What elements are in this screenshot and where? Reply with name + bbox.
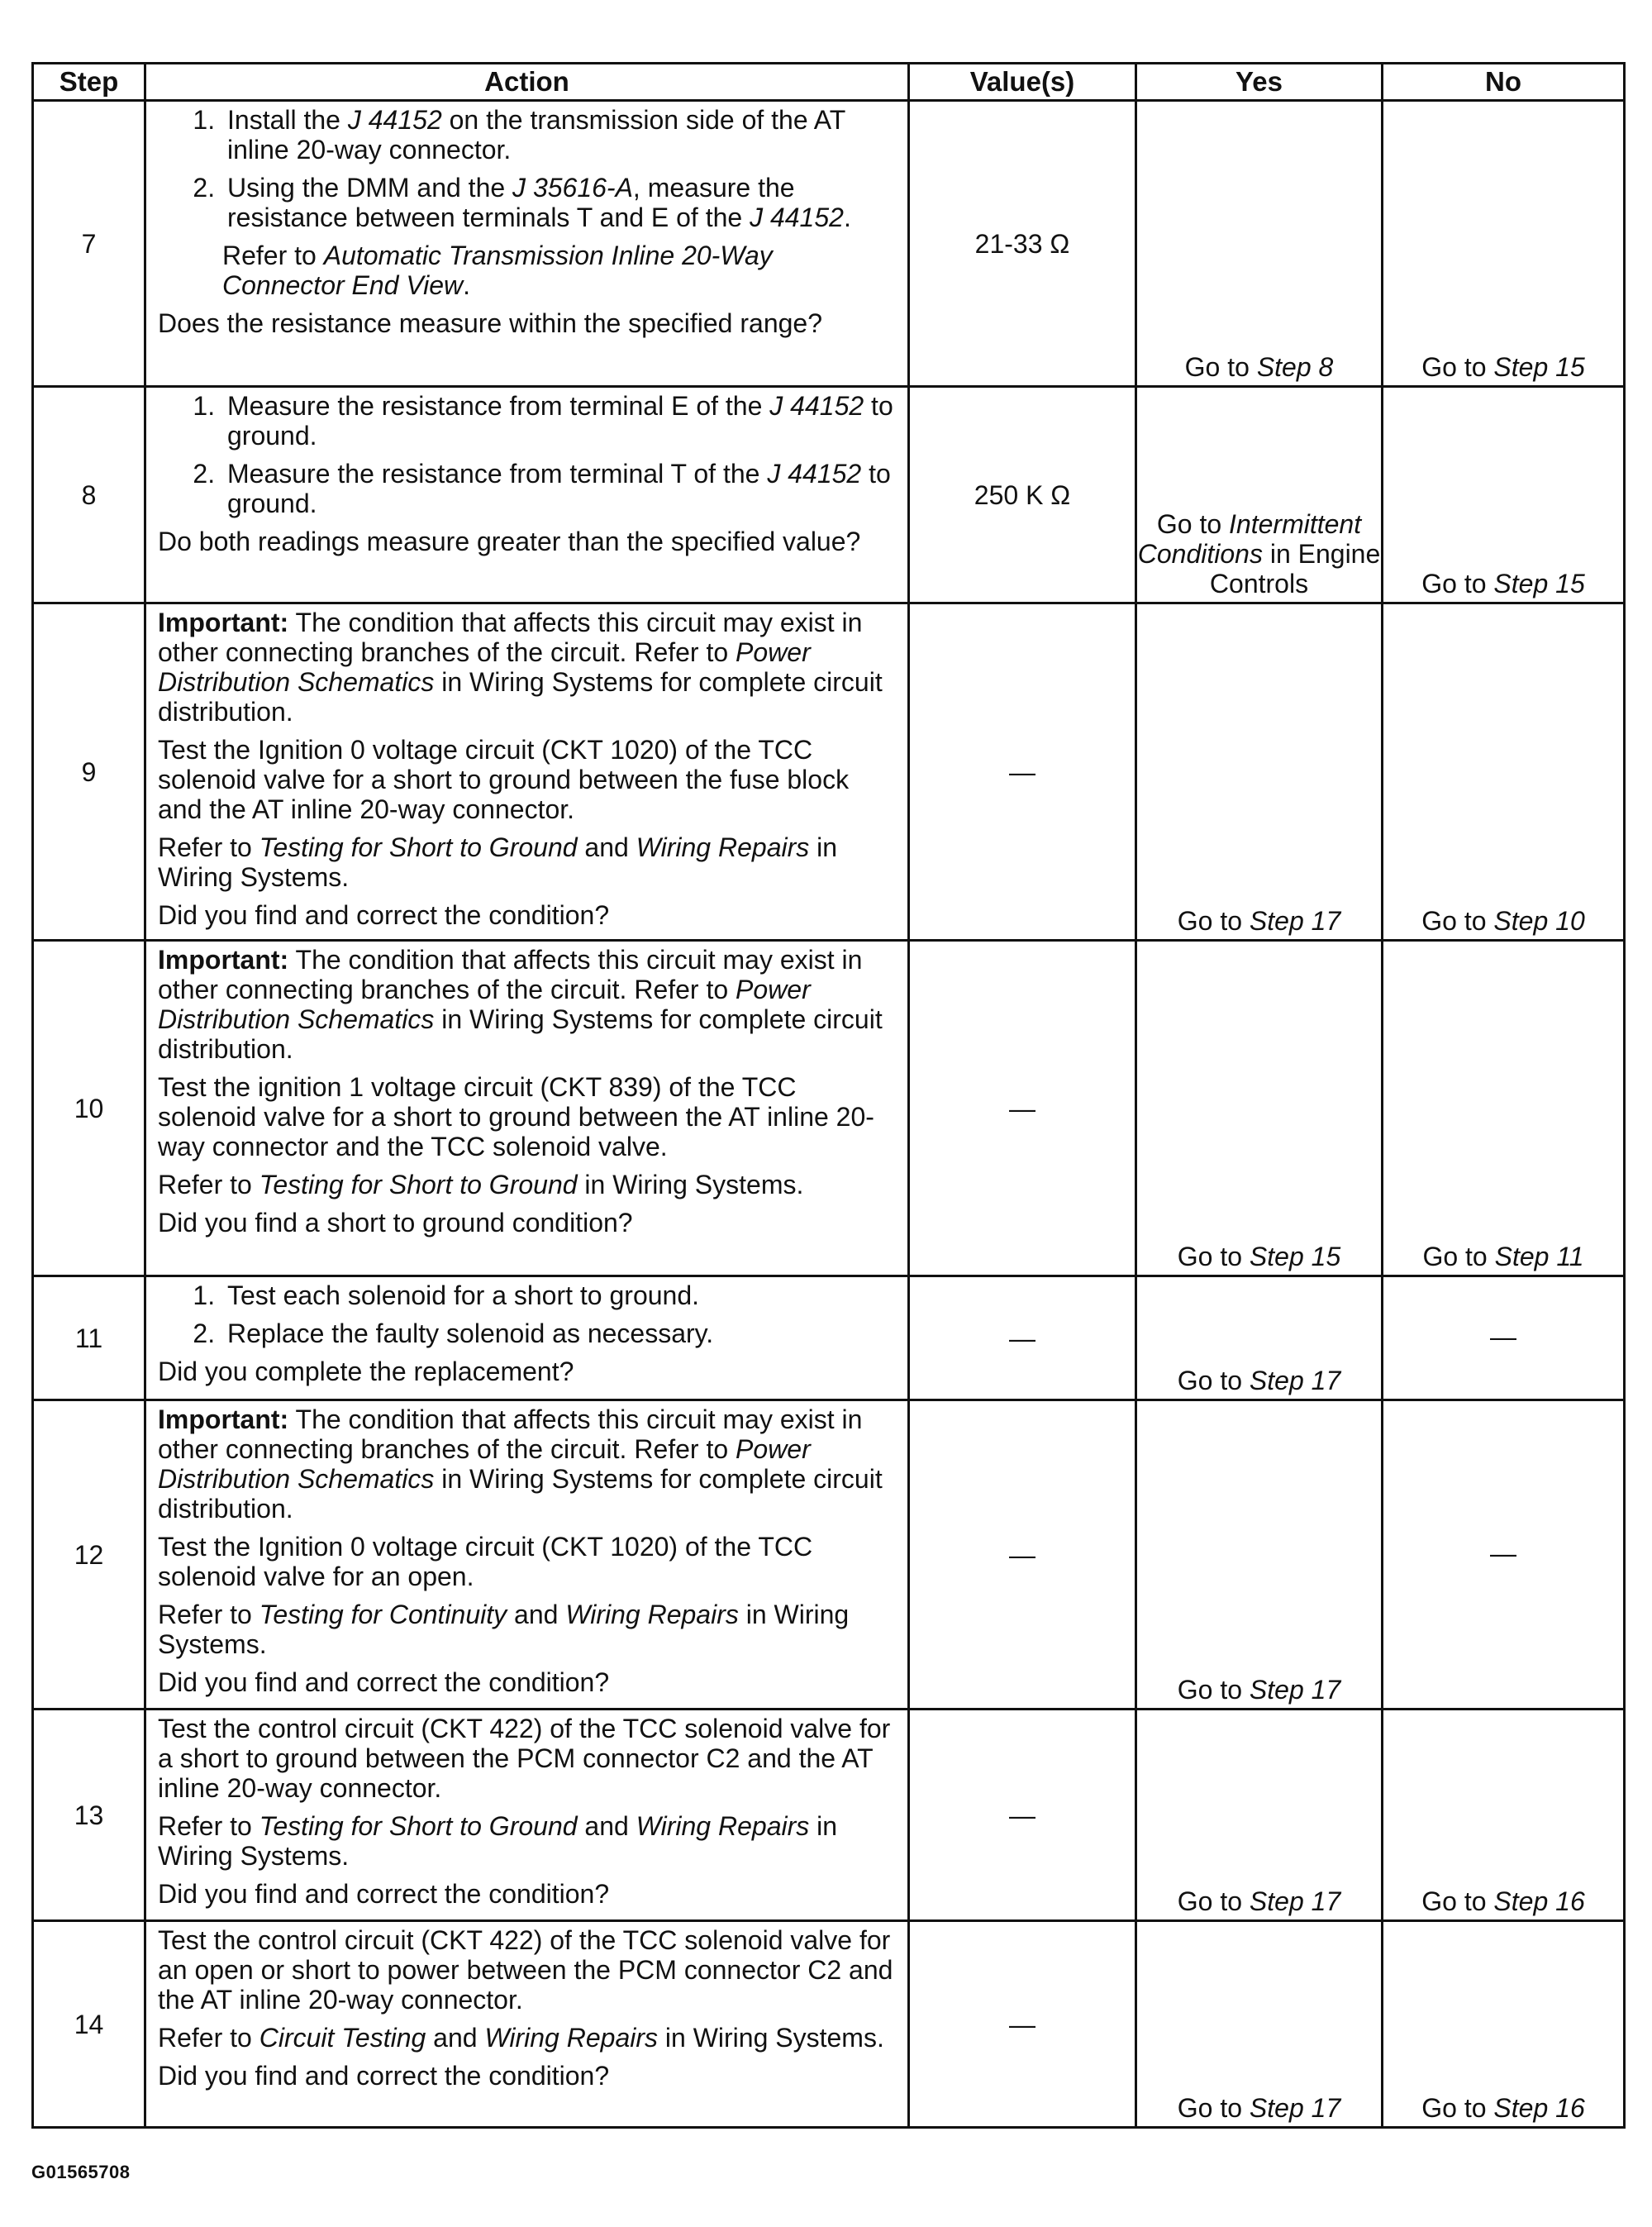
italic-reference: Step 15 bbox=[1249, 1242, 1341, 1271]
italic-reference: Step 16 bbox=[1493, 1886, 1585, 1916]
no-cell bbox=[1383, 603, 1625, 941]
text-segment: Go to bbox=[1184, 352, 1257, 382]
step-number: 10 bbox=[33, 941, 145, 1276]
action-question: Did you find a short to ground condition? bbox=[158, 1208, 633, 1237]
reference-note bbox=[158, 2023, 896, 2053]
action-instruction bbox=[158, 735, 896, 824]
italic-reference: Power Distribution Schematics bbox=[158, 975, 811, 1034]
italic-reference: Step 10 bbox=[1493, 906, 1585, 936]
action-instruction bbox=[158, 1072, 896, 1161]
text-segment: Install the bbox=[227, 105, 348, 135]
italic-reference: Power Distribution Schematics bbox=[158, 637, 811, 697]
action-step bbox=[222, 391, 896, 451]
action-cell bbox=[145, 941, 909, 1276]
italic-reference: Step 17 bbox=[1249, 2093, 1341, 2123]
text-segment: to ground. bbox=[227, 459, 891, 518]
diagnostic-table bbox=[31, 62, 1626, 2129]
step-number: 12 bbox=[33, 1400, 145, 1710]
action-cell bbox=[145, 1400, 909, 1710]
text-segment: — bbox=[1490, 1538, 1516, 1568]
value-cell: — bbox=[909, 1710, 1136, 1921]
text-segment: Test the Ignition 0 voltage circuit (CKT 1020) of the TCC solenoid valve for a short to ground between the fuse block and the AT inline 20-way connector. bbox=[158, 735, 850, 824]
no-cell bbox=[1383, 1400, 1625, 1710]
italic-reference: Step 16 bbox=[1493, 2093, 1585, 2123]
table-row bbox=[33, 941, 1625, 1276]
table-row bbox=[33, 101, 1625, 387]
action-cell bbox=[145, 1710, 909, 1921]
no-cell bbox=[1383, 941, 1625, 1276]
action-question: Did you find and correct the condition? bbox=[158, 1879, 610, 1909]
action-instruction bbox=[158, 1532, 896, 1591]
action-question: Did you find and correct the condition? bbox=[158, 900, 610, 930]
text-segment: and bbox=[577, 832, 636, 862]
yes-cell bbox=[1136, 1276, 1383, 1400]
text-segment: . bbox=[843, 203, 851, 232]
text-segment: Test the ignition 1 voltage circuit (CKT 839) of the TCC solenoid valve for a short to ground between the AT inline 20-way connector and the TCC solenoid valve. bbox=[158, 1072, 874, 1161]
text-segment: and bbox=[577, 1811, 636, 1841]
italic-reference: J 44152 bbox=[347, 105, 442, 135]
action-question: Does the resistance measure within the specified range? bbox=[158, 308, 822, 338]
italic-reference: J 35616-A bbox=[512, 173, 633, 203]
italic-reference: Testing for Short to Ground bbox=[259, 832, 578, 862]
text-segment: in Wiring Systems. bbox=[158, 832, 838, 892]
important-label: Important: bbox=[158, 945, 289, 975]
value-cell: 250 K Ω bbox=[909, 387, 1136, 603]
text-segment: in Engine Controls bbox=[1209, 539, 1381, 598]
text-segment: Go to bbox=[1177, 2093, 1250, 2123]
step-number: 13 bbox=[33, 1710, 145, 1921]
step-number: 8 bbox=[33, 387, 145, 603]
header-values: Value(s) bbox=[909, 64, 1136, 101]
italic-reference: Power Distribution Schematics bbox=[158, 1434, 811, 1494]
text-segment: Test the control circuit (CKT 422) of the TCC solenoid valve for a short to ground between the PCM connector C2 and the AT inline 20-way connector. bbox=[158, 1714, 891, 1803]
value-cell: — bbox=[909, 1400, 1136, 1710]
text-segment: Go to bbox=[1177, 1886, 1250, 1916]
text-segment: and bbox=[507, 1600, 566, 1629]
no-cell bbox=[1383, 101, 1625, 387]
reference-note bbox=[158, 832, 896, 892]
table-row bbox=[33, 1276, 1625, 1400]
italic-reference: Intermittent Conditions bbox=[1137, 509, 1362, 569]
yes-cell bbox=[1136, 1400, 1383, 1710]
text-segment: Refer to bbox=[158, 1600, 259, 1629]
action-steps-list bbox=[158, 105, 896, 232]
no-cell bbox=[1383, 1710, 1625, 1921]
text-segment: Replace the faulty solenoid as necessary. bbox=[227, 1319, 714, 1348]
header-yes: Yes bbox=[1136, 64, 1383, 101]
text-segment: to ground. bbox=[227, 391, 893, 451]
action-cell bbox=[145, 101, 909, 387]
yes-cell bbox=[1136, 387, 1383, 603]
italic-reference: Wiring Repairs bbox=[484, 2023, 658, 2053]
text-segment: Refer to bbox=[158, 1811, 259, 1841]
step-number: 9 bbox=[33, 603, 145, 941]
diagnostic-table-sheet bbox=[31, 62, 1623, 2129]
italic-reference: J 44152 bbox=[767, 459, 862, 489]
table-row bbox=[33, 1400, 1625, 1710]
important-note bbox=[158, 945, 896, 1064]
action-question: Did you find and correct the condition? bbox=[158, 2061, 610, 2091]
italic-reference: Step 17 bbox=[1249, 1675, 1341, 1705]
important-label: Important: bbox=[158, 1404, 289, 1434]
step-number: 7 bbox=[33, 101, 145, 387]
text-segment: in Wiring Systems for complete circuit distribution. bbox=[158, 1464, 883, 1524]
text-segment: in Wiring Systems. bbox=[158, 1600, 850, 1659]
text-segment: Refer to bbox=[158, 1170, 259, 1199]
value-cell: — bbox=[909, 603, 1136, 941]
text-segment: The condition that affects this circuit may exist in other connecting branches of the circuit. Refer to bbox=[158, 945, 863, 1004]
italic-reference: Wiring Repairs bbox=[636, 832, 810, 862]
action-cell bbox=[145, 1921, 909, 2128]
yes-cell bbox=[1136, 101, 1383, 387]
important-note bbox=[158, 1404, 896, 1524]
value-cell: — bbox=[909, 1921, 1136, 2128]
italic-reference: Step 15 bbox=[1493, 352, 1585, 382]
text-segment: Go to bbox=[1177, 1366, 1250, 1395]
action-step bbox=[222, 1280, 896, 1310]
text-segment: Refer to bbox=[158, 832, 259, 862]
text-segment: Go to bbox=[1421, 1886, 1494, 1916]
no-cell bbox=[1383, 1921, 1625, 2128]
italic-reference: Step 15 bbox=[1493, 569, 1585, 598]
no-cell bbox=[1383, 387, 1625, 603]
text-segment: Go to bbox=[1177, 1242, 1250, 1271]
header-no: No bbox=[1383, 64, 1625, 101]
text-segment: . bbox=[463, 270, 471, 300]
text-segment: Go to bbox=[1421, 352, 1494, 382]
text-segment: Test the Ignition 0 voltage circuit (CKT 1020) of the TCC solenoid valve for an open. bbox=[158, 1532, 813, 1591]
important-note bbox=[158, 608, 896, 727]
table-row bbox=[33, 387, 1625, 603]
italic-reference: Step 8 bbox=[1256, 352, 1334, 382]
action-steps-list bbox=[158, 1280, 896, 1348]
action-steps-list bbox=[158, 391, 896, 518]
action-cell bbox=[145, 603, 909, 941]
text-segment: The condition that affects this circuit may exist in other connecting branches of the circuit. Refer to bbox=[158, 608, 863, 667]
yes-cell bbox=[1136, 603, 1383, 941]
reference-note bbox=[158, 1170, 896, 1199]
yes-cell bbox=[1136, 1921, 1383, 2128]
reference-note bbox=[158, 1811, 896, 1871]
text-segment: Using the DMM and the bbox=[227, 173, 513, 203]
text-segment: , measure the resistance between terminals T and E of the bbox=[227, 173, 795, 232]
italic-reference: Testing for Continuity bbox=[259, 1600, 507, 1629]
action-question: Do both readings measure greater than the specified value? bbox=[158, 527, 861, 556]
text-segment: Test the control circuit (CKT 422) of the TCC solenoid valve for an open or short to power between the PCM connector C2 and the AT inline 20-way connector. bbox=[158, 1925, 893, 2015]
italic-reference: Step 17 bbox=[1249, 906, 1341, 936]
text-segment: Refer to bbox=[222, 241, 324, 270]
text-segment: Go to bbox=[1421, 569, 1494, 598]
text-segment: on the transmission side of the AT inline 20-way connector. bbox=[227, 105, 845, 165]
header-step: Step bbox=[33, 64, 145, 101]
action-instruction bbox=[158, 1925, 896, 2015]
important-label: Important: bbox=[158, 608, 289, 637]
text-segment: in Wiring Systems for complete circuit distribution. bbox=[158, 1004, 883, 1064]
action-instruction bbox=[158, 1714, 896, 1803]
text-segment: Measure the resistance from terminal T of the bbox=[227, 459, 768, 489]
action-step bbox=[222, 1319, 896, 1348]
yes-cell bbox=[1136, 941, 1383, 1276]
text-segment: Measure the resistance from terminal E of the bbox=[227, 391, 770, 421]
action-step bbox=[222, 459, 896, 518]
italic-reference: Step 17 bbox=[1249, 1886, 1341, 1916]
text-segment: in Wiring Systems. bbox=[158, 1811, 838, 1871]
yes-cell bbox=[1136, 1710, 1383, 1921]
action-question: Did you find and correct the condition? bbox=[158, 1667, 610, 1697]
table-row bbox=[33, 603, 1625, 941]
step-number: 11 bbox=[33, 1276, 145, 1400]
figure-code: G01565708 bbox=[31, 2162, 131, 2182]
reference-note bbox=[158, 1600, 896, 1659]
reference-note bbox=[222, 241, 896, 300]
text-segment: in Wiring Systems. bbox=[577, 1170, 804, 1199]
text-segment: Go to bbox=[1177, 906, 1250, 936]
text-segment: Refer to bbox=[158, 2023, 259, 2053]
action-cell bbox=[145, 387, 909, 603]
value-cell: — bbox=[909, 941, 1136, 1276]
text-segment: and bbox=[426, 2023, 485, 2053]
italic-reference: J 44152 bbox=[769, 391, 864, 421]
text-segment: in Wiring Systems for complete circuit distribution. bbox=[158, 667, 883, 727]
action-question: Did you complete the replacement? bbox=[158, 1357, 574, 1386]
table-row bbox=[33, 1921, 1625, 2128]
italic-reference: Testing for Short to Ground bbox=[259, 1170, 578, 1199]
table-header-row bbox=[33, 64, 1625, 101]
text-segment: Go to bbox=[1422, 1242, 1495, 1271]
italic-reference: Testing for Short to Ground bbox=[259, 1811, 578, 1841]
italic-reference: J 44152 bbox=[750, 203, 844, 232]
action-step bbox=[222, 105, 896, 165]
action-cell bbox=[145, 1276, 909, 1400]
action-step bbox=[222, 173, 896, 232]
italic-reference: Wiring Repairs bbox=[636, 1811, 810, 1841]
value-cell: — bbox=[909, 1276, 1136, 1400]
step-number: 14 bbox=[33, 1921, 145, 2128]
text-segment: Go to bbox=[1421, 2093, 1494, 2123]
text-segment: The condition that affects this circuit may exist in other connecting branches of the circuit. Refer to bbox=[158, 1404, 863, 1464]
text-segment: Test each solenoid for a short to ground. bbox=[227, 1280, 700, 1310]
italic-reference: Automatic Transmission Inline 20-Way Connector End View bbox=[222, 241, 773, 300]
text-segment: Go to bbox=[1156, 509, 1230, 539]
table-body bbox=[33, 101, 1625, 2128]
text-segment: in Wiring Systems. bbox=[658, 2023, 884, 2053]
value-cell: 21-33 Ω bbox=[909, 101, 1136, 387]
text-segment: — bbox=[1490, 1321, 1516, 1352]
italic-reference: Wiring Repairs bbox=[565, 1600, 739, 1629]
italic-reference: Step 11 bbox=[1494, 1242, 1584, 1271]
table-row bbox=[33, 1710, 1625, 1921]
text-segment: Go to bbox=[1177, 1675, 1250, 1705]
italic-reference: Circuit Testing bbox=[259, 2023, 426, 2053]
text-segment: Go to bbox=[1421, 906, 1494, 936]
no-cell bbox=[1383, 1276, 1625, 1400]
header-action: Action bbox=[145, 64, 909, 101]
italic-reference: Step 17 bbox=[1249, 1366, 1341, 1395]
